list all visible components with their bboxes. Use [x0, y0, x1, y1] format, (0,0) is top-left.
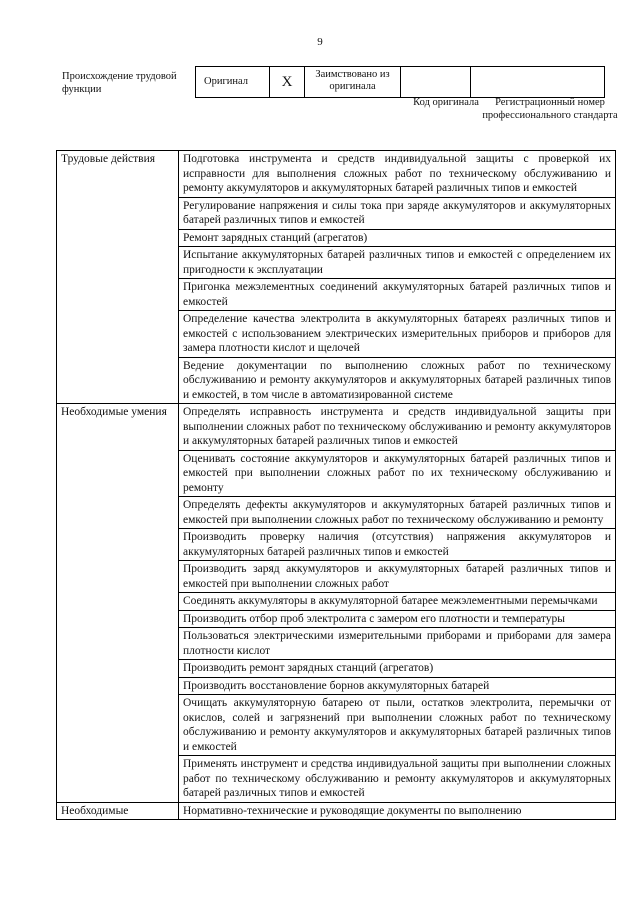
- section-item: Оценивать состояние аккумуляторов и аккумуляторных батарей различных типов и емкостей при выполнении сложных работ по их техническому обслуживанию и ремонту: [179, 450, 616, 497]
- origin-label: Происхождение трудовой функции: [62, 71, 177, 95]
- section-item: Определять дефекты аккумуляторов и аккумуляторных батарей различных типов и емкостей при выполнении сложных работ по техническому обслуживанию и ремонту: [179, 497, 616, 529]
- section-item: Ремонт зарядных станций (агрегатов): [179, 229, 616, 247]
- origin-reg-cell: [471, 67, 604, 97]
- origin-borrowed: Заимствовано из оригинала: [305, 67, 401, 97]
- section-item: Ведение документации по выполнению сложных работ по техническому обслуживанию и ремонту аккумуляторов и аккумуляторных батарей различных типов и емкостей, в том числе в автоматизированной системе: [179, 357, 616, 404]
- section-item: Производить ремонт зарядных станций (агрегатов): [179, 660, 616, 678]
- section-title: Трудовые действия: [57, 151, 179, 404]
- table-row: [57, 802, 616, 820]
- origin-original: Оригинал: [196, 67, 270, 97]
- section-item: Производить восстановление борнов аккумуляторных батарей: [179, 677, 616, 695]
- origin-code-cell: [401, 67, 471, 97]
- section-item: Очищать аккумуляторную батарею от пыли, остатков электролита, перемычки от окислов, солей и загрязнений при выполнении сложных работ по техническому обслуживанию и ремонту аккумуляторов и аккумуляторных батарей различных типов и емкостей: [179, 695, 616, 756]
- origin-box: [195, 66, 605, 98]
- section-item: Пригонка межэлементных соединений аккумуляторных батарей различных типов и емкостей: [179, 279, 616, 311]
- section-item: Применять инструмент и средства индивидуальной защиты при выполнении сложных работ по техническому обслуживанию и ремонту аккумуляторов и аккумуляторных батарей различных типов и емкостей: [179, 756, 616, 803]
- section-title: Необходимые умения: [57, 404, 179, 803]
- table-row: [57, 151, 616, 198]
- section-item: Нормативно-технические и руководящие документы по выполнению: [179, 802, 616, 820]
- section-item: Испытание аккумуляторных батарей различных типов и емкостей с определением их пригодности к эксплуатации: [179, 247, 616, 279]
- section-title: Необходимые: [57, 802, 179, 820]
- code-caption: Код оригинала: [413, 97, 479, 108]
- section-item: Производить отбор проб электролита с замером его плотности и температуры: [179, 610, 616, 628]
- section-item: Регулирование напряжения и силы тока при заряде аккумуляторов и аккумуляторных батарей различных типов и емкостей: [179, 197, 616, 229]
- section-item: Определение качества электролита в аккумуляторных батареях различных типов и емкостей с использованием электрических измерительных приборов и приборов для замера плотности кислот и щелочей: [179, 311, 616, 358]
- reg-caption: Регистрационный номер профессионального стандарта: [482, 97, 618, 121]
- origin-mark: X: [270, 67, 305, 97]
- section-item: Определять исправность инструмента и средств индивидуальной защиты при выполнении сложных работ по техническому обслуживанию и ремонту аккумуляторов и аккумуляторных батарей различных типов и емкостей: [179, 404, 616, 451]
- table-row: [57, 404, 616, 451]
- section-item: Пользоваться электрическими измерительными приборами и приборами для замера плотности кислот: [179, 628, 616, 660]
- section-item: Подготовка инструмента и средств индивидуальной защиты с проверкой их исправности для выполнения сложных работ по техническому обслуживанию и ремонту аккумуляторов и аккумуляторных батарей различных типов и емкостей: [179, 151, 616, 198]
- page-number: 9: [317, 36, 323, 48]
- functions-table: [56, 150, 616, 820]
- section-item: Производить заряд аккумуляторов и аккумуляторных батарей различных типов и емкостей при выполнении сложных работ: [179, 561, 616, 593]
- section-item: Производить проверку наличия (отсутствия) напряжения аккумуляторов и аккумуляторных батарей различных типов и емкостей: [179, 529, 616, 561]
- section-item: Соединять аккумуляторы в аккумуляторной батарее межэлементными перемычками: [179, 593, 616, 611]
